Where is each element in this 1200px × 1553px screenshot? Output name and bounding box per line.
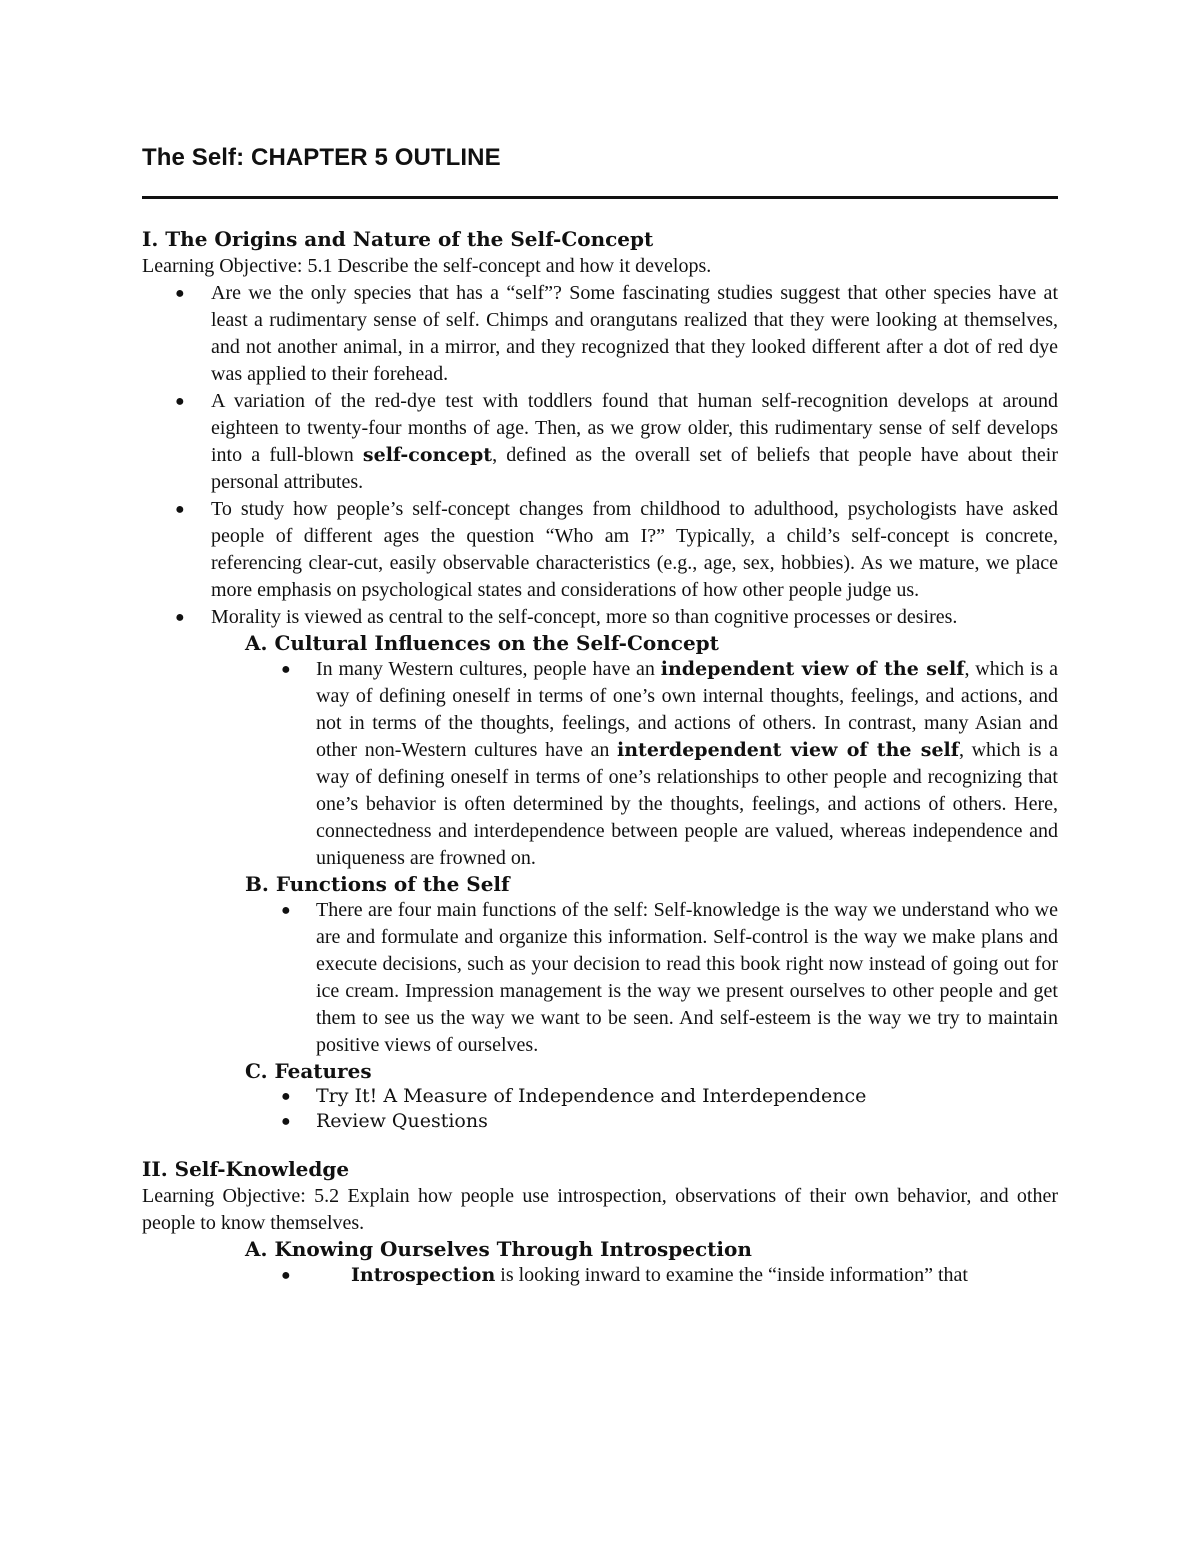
bullet-icon: ● xyxy=(281,902,291,919)
subsection-heading: B. Functions of the Self xyxy=(245,872,510,896)
bullet-icon: ● xyxy=(175,501,185,518)
key-term: independent view of the self xyxy=(660,658,965,680)
subsection-a-bullets xyxy=(245,656,1058,872)
list-item xyxy=(245,656,1058,872)
bullet-icon: ● xyxy=(281,1088,291,1105)
subsection-heading: C. Features xyxy=(245,1059,372,1083)
key-term: self-concept xyxy=(362,444,493,466)
feature-label: Review Questions xyxy=(316,1110,488,1132)
section-1-objective: Learning Objective: 5.1 Describe the self-concept and how it develops. xyxy=(142,255,712,277)
bullet-icon: ● xyxy=(281,1267,291,1284)
document-page xyxy=(142,138,1058,1289)
list-item xyxy=(245,897,1058,1059)
bullet-text: A variation of the red-dye test with toddlers found that human self-recognition develops at around eighteen to twenty-four months of age. Then, as we grow older, this rudimentary sense of self develops into a full-blown xyxy=(211,390,1058,466)
bullet-icon: ● xyxy=(175,285,185,302)
bullet-text: is looking inward to examine the “inside information” that xyxy=(495,1264,968,1286)
bullet-text: , defined as the overall set of beliefs that people have about their personal attributes. xyxy=(211,444,1058,493)
bullet-icon: ● xyxy=(175,609,185,626)
subsection-heading: A. Knowing Ourselves Through Introspection xyxy=(245,1237,752,1261)
key-term: interdependent view of the self xyxy=(617,739,959,761)
list-item xyxy=(245,1084,1058,1109)
section-1-heading: I. The Origins and Nature of the Self-Concept xyxy=(142,227,654,251)
key-term: Introspection xyxy=(351,1264,496,1286)
section-1-bullets xyxy=(142,280,1058,631)
list-item xyxy=(142,496,1058,604)
bullet-icon: ● xyxy=(281,1113,291,1130)
bullet-text: To study how people’s self-concept changes from childhood to adulthood, psychologists have asked people of different ages the question “Who am I?” Typically, a child’s self-concept is concrete, referencing clear-cut, easily observable characteristics (e.g., age, sex, hobbies). As we mature, we place more emphasis on psychological states and considerations of how other people judge us. xyxy=(211,498,1058,601)
list-item xyxy=(142,280,1058,388)
list-item xyxy=(142,604,1058,631)
page-title: The Self: CHAPTER 5 OUTLINE xyxy=(142,144,501,171)
bullet-icon: ● xyxy=(281,661,291,678)
section-2-subsection-a-bullets xyxy=(245,1262,1058,1289)
bullet-text: Morality is viewed as central to the self-concept, more so than cognitive processes or desires. xyxy=(211,606,958,628)
bullet-text: In many Western cultures, people have an xyxy=(316,658,661,680)
section-2-objective: Learning Objective: 5.2 Explain how people use introspection, observations of their own behavior, and other people to know themselves. xyxy=(142,1185,1058,1234)
list-item xyxy=(245,1109,1058,1134)
bullet-text: Are we the only species that has a “self”? Some fascinating studies suggest that other species have at least a rudimentary sense of self. Chimps and orangutans realized that they were looking at themselves, and not another animal, in a mirror, and they recognized that they looked different after a dot of red dye was applied to their forehead. xyxy=(211,282,1058,385)
section-2-heading: II. Self-Knowledge xyxy=(142,1157,350,1181)
subsection-b-bullets xyxy=(245,897,1058,1059)
bullet-text: , which is a way of defining oneself in terms of one’s relationships to other people and recognizing that one’s behavior is often determined by the thoughts, feelings, and actions of others. Here, connectedness and interdependence between people are valued, whereas independence and uniqueness are frowned on. xyxy=(316,739,1058,869)
bullet-text: There are four main functions of the self: Self-knowledge is the way we understand who we are and formulate and organize this information. Self-control is the way we make plans and execute decisions, such as your decision to read this book right now instead of going out for ice cream. Impression management is the way we present ourselves to other people and get them to see us the way we want to be seen. And self-esteem is the way we try to maintain positive views of ourselves. xyxy=(316,899,1058,1056)
bullet-text: , which is a way of defining oneself in terms of one’s own internal thoughts, feelings, and actions, and not in terms of the thoughts, feelings, and actions of others. In contrast, many Asian and other non-Western cultures have an xyxy=(316,658,1059,761)
subsection-heading: A. Cultural Influences on the Self-Concept xyxy=(245,631,719,655)
list-item xyxy=(142,388,1058,496)
list-item xyxy=(245,1262,1058,1289)
bullet-icon: ● xyxy=(175,393,185,410)
features-list xyxy=(245,1084,1058,1134)
feature-label: Try It! A Measure of Independence and Interdependence xyxy=(316,1085,867,1107)
